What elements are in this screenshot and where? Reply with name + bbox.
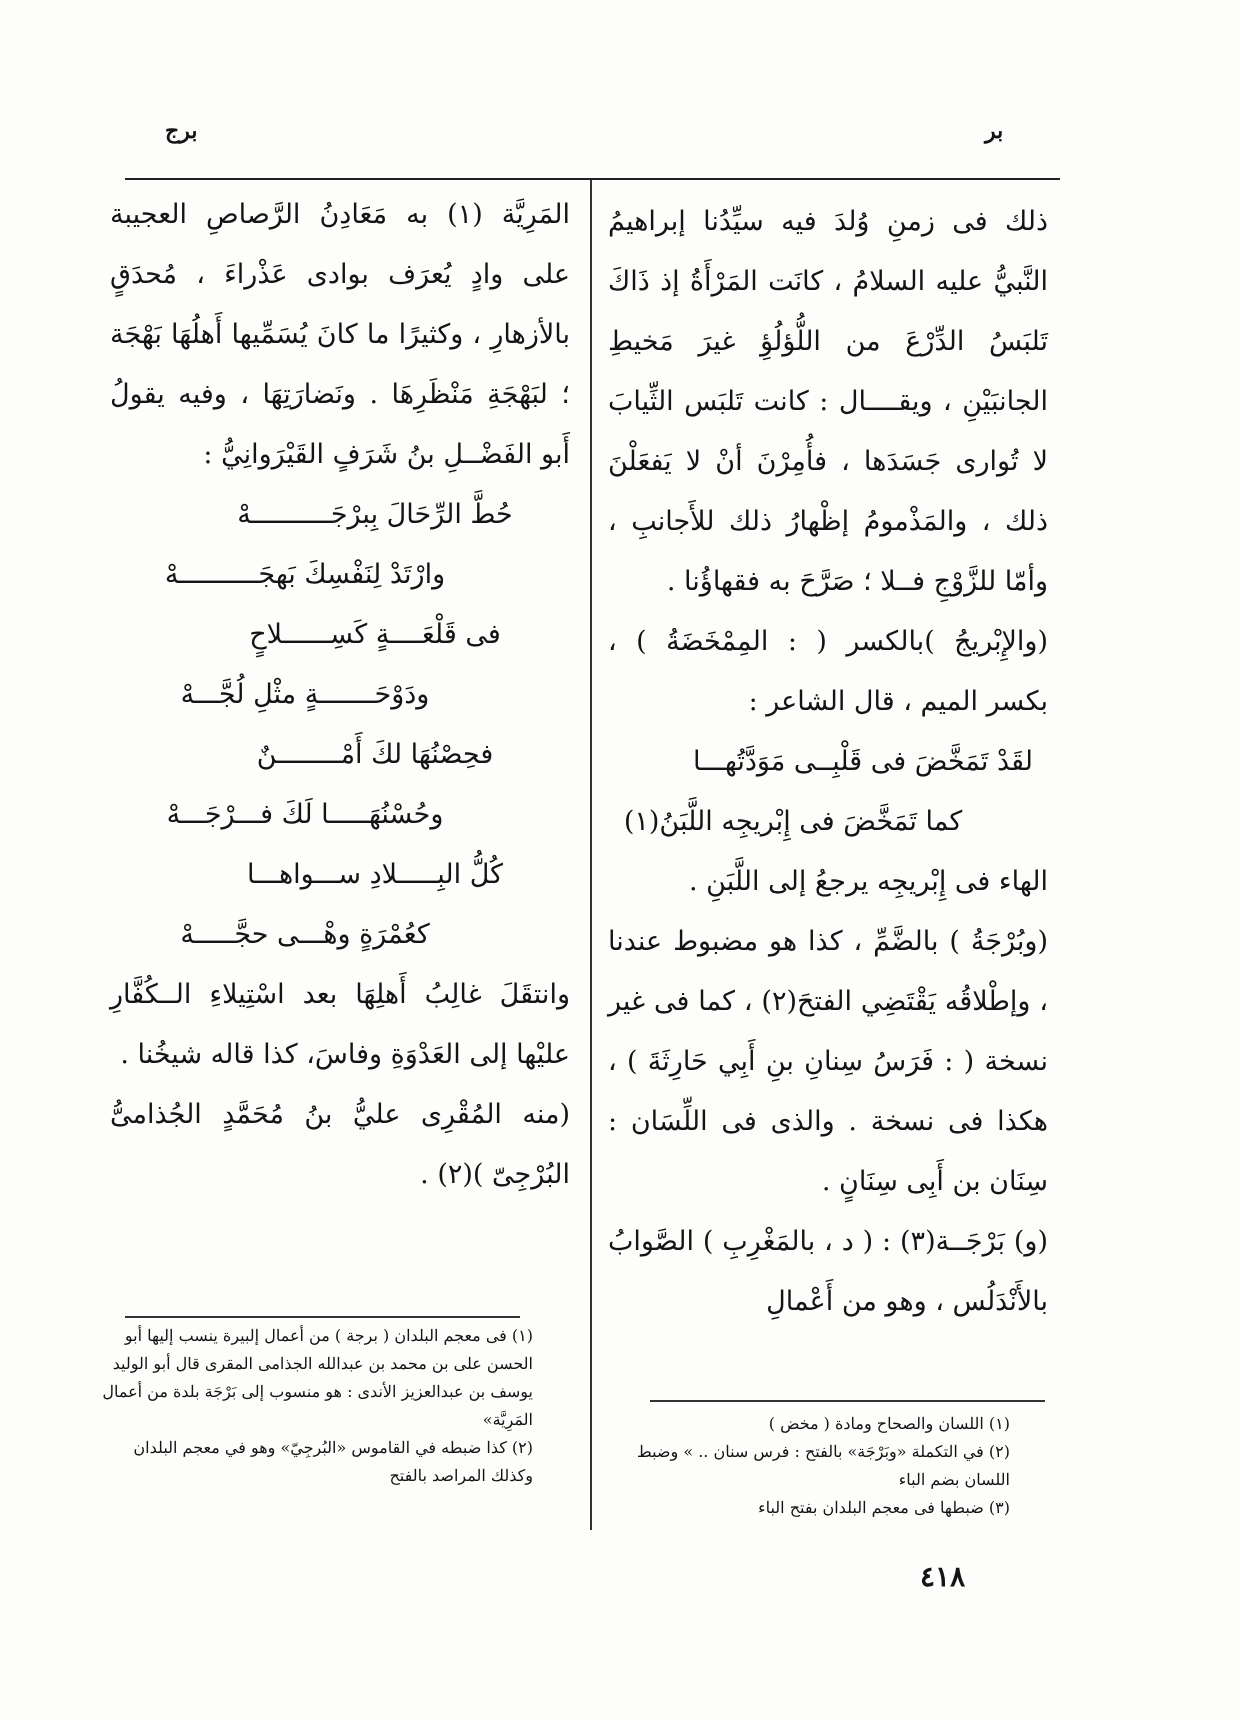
footnote: (٢) في التكملة «وبَرْجَة» بالفتح : فرس سنان .. » وضبط اللسان بضم الباء [636, 1442, 1010, 1489]
right-footnotes [600, 1410, 1010, 1522]
running-headword-right: بر [985, 118, 1004, 144]
footnote: (١) اللسان والصحاح ومادة ( مخض ) [768, 1414, 1010, 1433]
header-rule [125, 178, 1060, 180]
page-number: ٤١٨ [920, 1560, 966, 1593]
left-column [110, 185, 570, 1205]
poem-line-2-hemistich-1: فى قَلْعَــــةٍ كَسِــــــلاحٍ [249, 619, 501, 650]
entry-paragraph: وانتقَلَ غالِبُ أَهلِهَا بعد اسْتِيلاءِ الــكُفَّارِ عليْها إلى العَدْوَةِ وفاسَ، كذا قاله شيخُنا . [110, 979, 570, 1070]
poem-line-1-hemistich-1: حُطَّ الرِّحَالَ بِبرْجَــــــــــهْ [237, 499, 513, 530]
verse-hemistich: كما تَمَخَّضَ فى إِبْريجِه اللَّبَنُ(١) [623, 806, 963, 837]
poem-line-3-hemistich-1: فحِصْنُهَا لكَ أَمْــــــــنٌ [256, 739, 494, 770]
entry-paragraph: (وبُرْجَةُ ) بالضَّمِّ ، كذا هو مضبوط عندنا ، وإطْلاقُه يَقْتَضِي الفتحَ(٢) ، كما فى غير نسخة ( : فَرَسُ سِنانِ بنِ أَبِي حَارِثَةَ ) ، هكذا فى نسخة . والذى فى اللِّسَان : سِنَان بن أَبِى سِنَانٍ . [608, 926, 1049, 1197]
right-column [608, 192, 1048, 1332]
footnote-rule-right [650, 1400, 1045, 1402]
footnote-rule-left [125, 1316, 520, 1318]
entry-paragraph: (و) بَرْجَــة(٣) : ( د ، بالمَغْرِبِ ) الصَّوابُ بالأَنْدَلُس ، وهو من أَعْمالِ [608, 1226, 1048, 1317]
entry-paragraph: المَرِيَّة (١) به مَعَادِنُ الرَّصاصِ العجيبة على وادٍ يُعرَف بوادى عَذْراءَ ، مُحدَقٍ بالأزهارِ ، وكثيرًا ما كانَ يُسَمِّيها أَهلُهَا بَهْجَة ؛ لبَهْجَةِ مَنْظَرِهَا . ونَضارَتِهَا ، وفيه يقولُ أَبو الفَضْــلِ بنُ شَرَفٍ القَيْرَوانِيُّ : [110, 199, 570, 470]
poem-line-3-hemistich-2: وحُسْنُهَـــــا لَكَ فـــرْجَـــهْ [166, 799, 444, 830]
footnote: (٣) ضبطها فى معجم البلدان بفتح الباء [758, 1498, 1010, 1517]
entry-paragraph: (منه المُقْرِى عليُّ بنُ مُحَمَّدٍ الجُذامىُّ البُرْجِىّ )(٢) . [110, 1099, 570, 1190]
column-divider [590, 180, 592, 1530]
footnote: (٢) كذا ضبطه في القاموس «البُرجِيّ» وهو في معجم البلدان وكذلك المراصد بالفتح [133, 1438, 533, 1485]
verse-hemistich: لقَدْ تَمَخَّضَ فى قَلْبِــى مَوَدَّتُهـــا [692, 746, 1034, 777]
entry-paragraph: الهاء فى إِبْريجِه يرجعُ إلى اللَّبَنِ . [689, 866, 1048, 897]
entry-paragraph: ذلك فى زمنِ وُلدَ فيه سيِّدُنا إبراهيمُ النَّبيُّ عليه السلامُ ، كانَت المَرْأَةُ إذ ذَاكَ تَلبَسُ الدِّرْعَ من اللُّؤلُؤِ غيرَ مَخيطِ الجانبَيْنِ ، ويقــــال : كانت تَلبَس الثِّيابَ لا تُوارى جَسَدَها ، فأُمِرْنَ أنْ لا يَفعَلْنَ ذلك ، والمَذْمومُ إظْهارُ ذلك للأَجانبِ ، وأمّا للزَّوْجِ فــلا ؛ صَرَّحَ به فقهاؤُنا . [608, 206, 1048, 597]
poem-line-4-hemistich-1: كُلُّ البِـــــلادِ ســـواهـــا [246, 859, 504, 890]
entry-paragraph: (والإِبْريجُ )بالكسر ( : المِمْخَضَةُ ) ، بكسر الميم ، قال الشاعر : [608, 626, 1048, 717]
poem-line-1-hemistich-2: وارْتَدْ لِنَفْسِكَ بَهجَــــــــــهْ [164, 559, 446, 590]
poem-line-2-hemistich-2: ودَوْحَـــــــةٍ مثْلِ لُجَّـــهْ [180, 679, 430, 710]
poem-line-4-hemistich-2: كعُمْرَةٍ وهْـــى حجَّـــــهْ [180, 919, 430, 950]
footnote: (١) فى معجم البلدان ( برجة ) من أعمال إلبيرة ينسب إليها أبو الحسن على بن محمد بن عبدالله الجذامى المقرى قال أبو الوليد يوسف بن عبدالعزيز الأندى : هو منسوب إلى بَرْجَة بلدة من أعمال المَرِيَّة» [102, 1326, 533, 1429]
left-footnotes [88, 1322, 533, 1490]
running-headword-left: برج [165, 118, 198, 144]
